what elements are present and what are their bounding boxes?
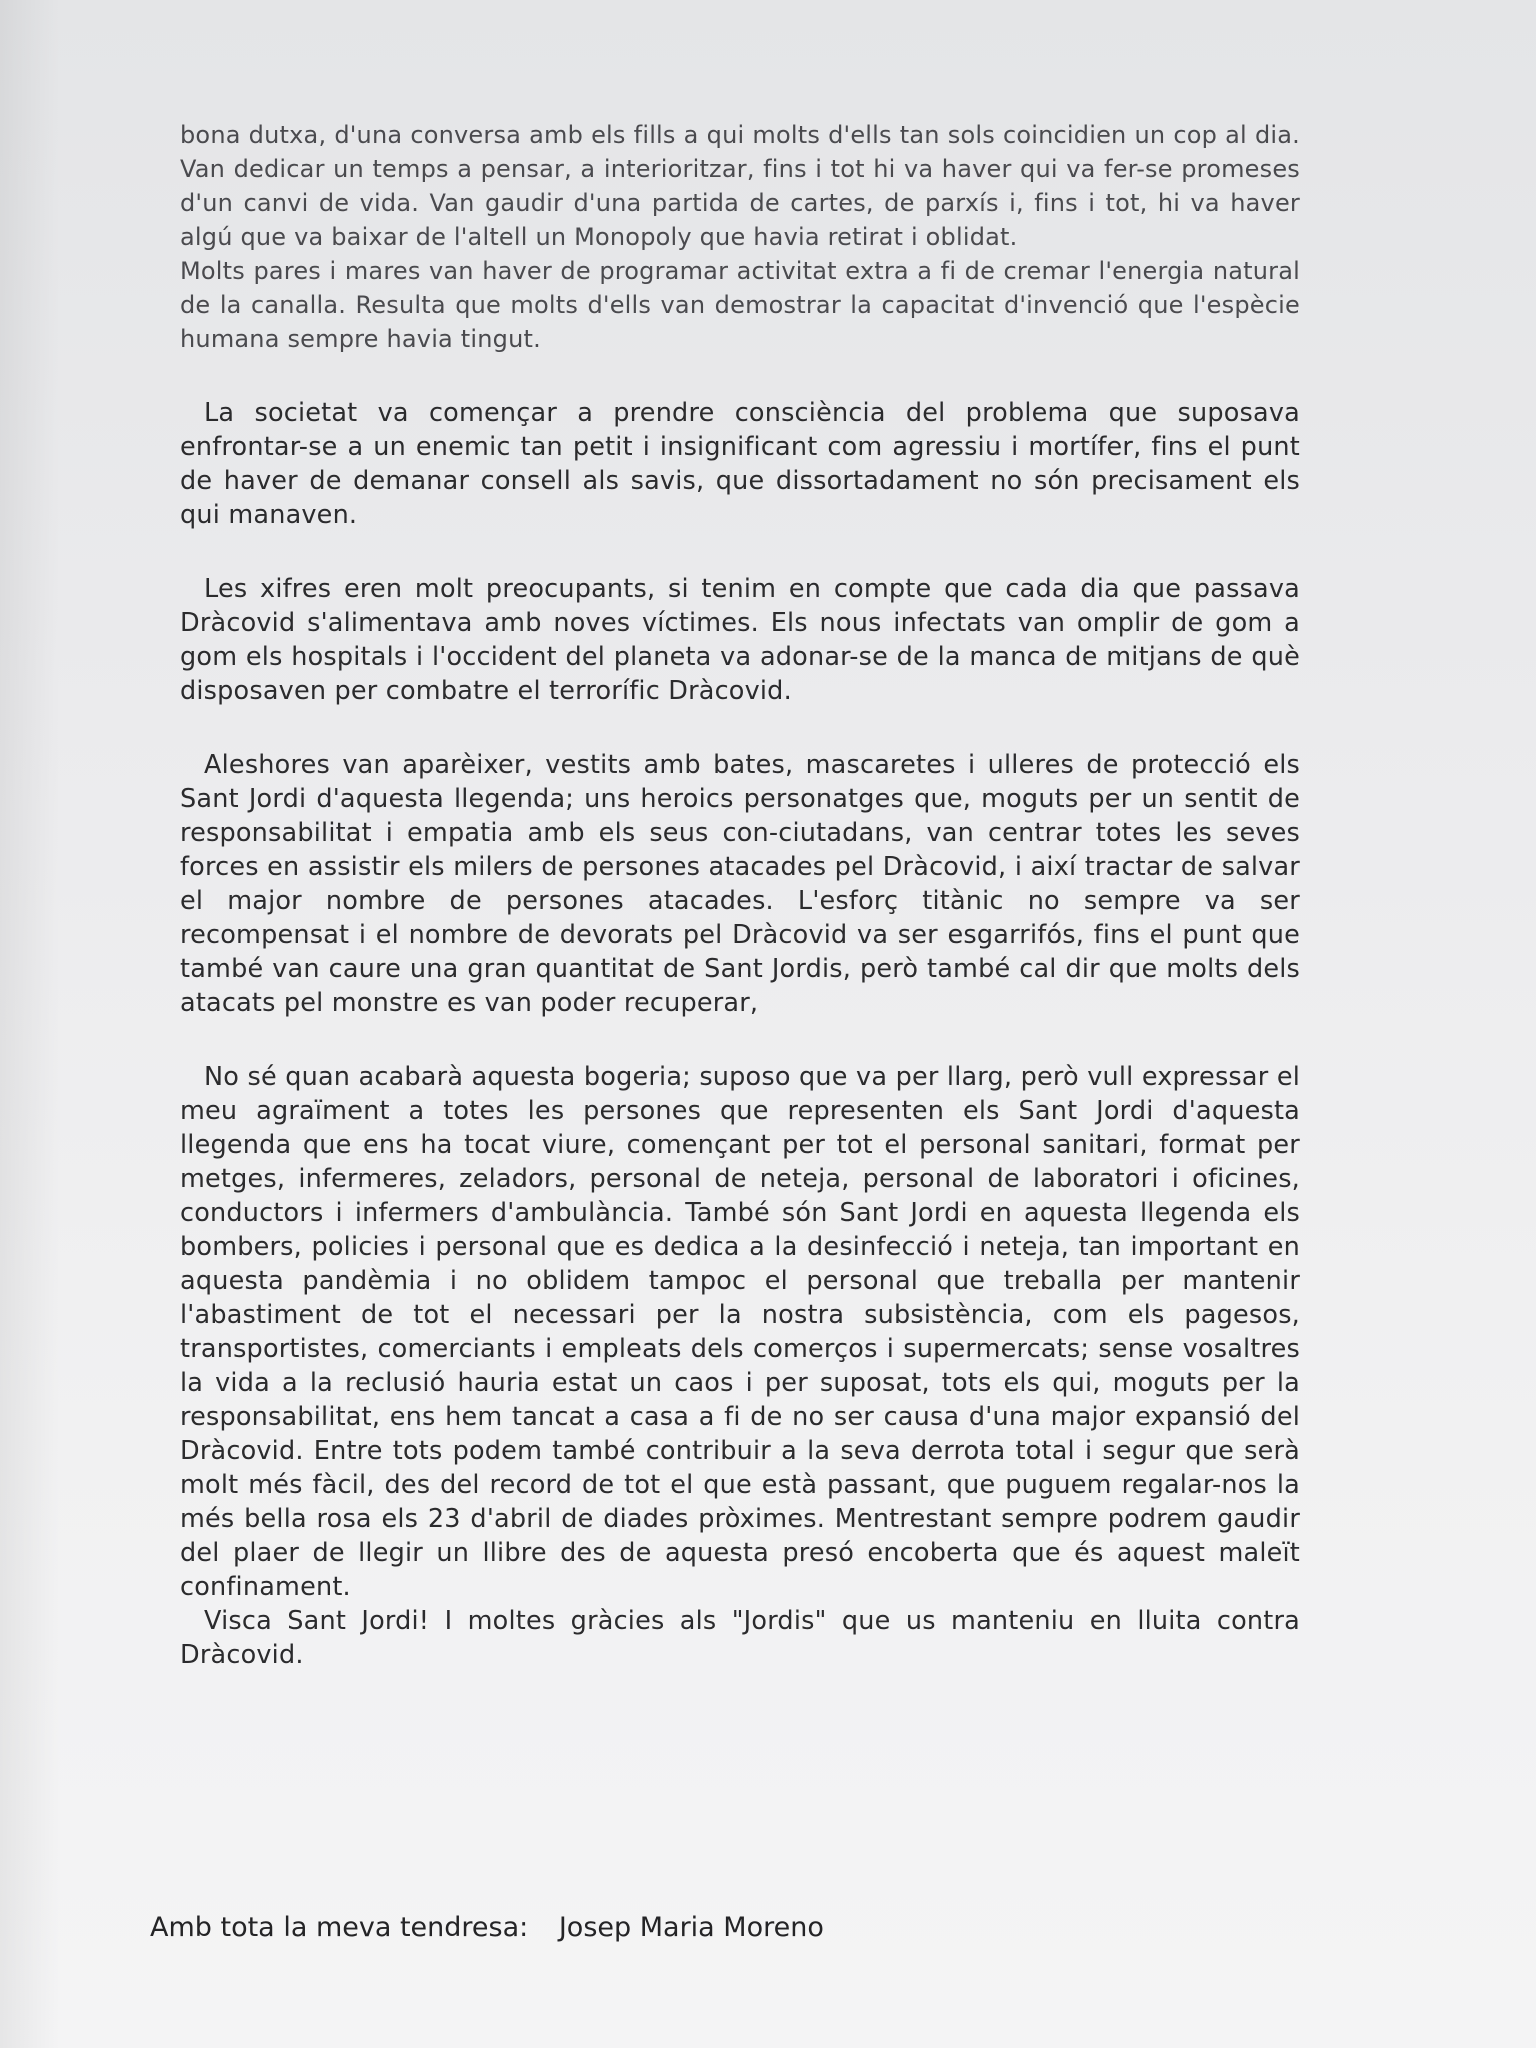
paragraph-7: Visca Sant Jordi! I moltes gràcies als "Jordis" que us manteniu en lluita contra Dràcovid. [180,1606,1300,1670]
signature-line [150,1912,824,1943]
document-body [180,118,1300,1672]
paragraph-3: La societat va començar a prendre consciència del problema que suposava enfrontar-se a un enemic tan petit i insignificant com agressiu i mortífer, fins el punt de haver de demanar consell als savis, que dissortadament no són precisament els qui manaven. [180,398,1300,530]
paragraph-2: Molts pares i mares van haver de programar activitat extra a fi de cremar l'energia natural de la canalla. Resulta que molts d'ells van demostrar la capacitat d'invenció que l'espècie humana sempre havia tingut. [180,257,1300,353]
signature-label: Amb tota la meva tendresa: [150,1912,529,1943]
paragraph-6: No sé quan acabarà aquesta bogeria; suposo que va per llarg, però vull expressar el meu agraïment a totes les persones que representen els Sant Jordi d'aquesta llegenda que ens ha tocat viure, començant per tot el personal sanitari, format per metges, infermeres, zeladors, personal de neteja, personal de laboratori i oficines, conductors i infermers d'ambulància. També són Sant Jordi en aquesta llegenda els bombers, policies i personal que es dedica a la desinfecció i neteja, tan important en aquesta pandèmia i no oblidem tampoc el personal que treballa per mantenir l'abastiment de tot el necessari per la nostra subsistència, com els pagesos, transportistes, comerciants i empleats dels comerços i supermercats; sense vosaltres la vida a la reclusió hauria estat un caos i per suposat, tots els qui, moguts per la responsabilitat, ens hem tancat a casa a fi de no ser causa d'una major expansió del Dràcovid. Entre tots podem també contribuir a la seva derrota total i segur que serà molt més fàcil, des del record de tot el que està passant, que puguem regalar-nos la més bella rosa els 23 d'abril de diades pròximes. Mentrestant sempre podrem gaudir del plaer de llegir un llibre des de aquesta presó encoberta que és aquest maleït confinament. [180,1062,1300,1602]
page-edge-shadow [0,0,60,2048]
paragraph-4: Les xifres eren molt preocupants, si tenim en compte que cada dia que passava Dràcovid s'alimentava amb noves víctimes. Els nous infectats van omplir de gom a gom els hospitals i l'occident del planeta va adonar-se de la manca de mitjans de què disposaven per combatre el terrorífic Dràcovid. [180,574,1300,706]
paragraph-gap [180,708,1300,748]
paragraph-gap [180,532,1300,572]
signature-name: Josep Maria Moreno [558,1912,824,1943]
paragraph-1: bona dutxa, d'una conversa amb els fills a qui molts d'ells tan sols coincidien un cop al dia. Van dedicar un temps a pensar, a interioritzar, fins i tot hi va haver qui va fer-se promeses d'un canvi de vida. Van gaudir d'una partida de cartes, de parxís i, fins i tot, hi va haver algú que va baixar de l'altell un Monopoly que havia retirat i oblidat. [180,121,1300,251]
paragraph-gap [180,1020,1300,1060]
paragraph-gap [180,356,1300,396]
paragraph-5: Aleshores van aparèixer, vestits amb bates, mascaretes i ulleres de protecció els Sant Jordi d'aquesta llegenda; uns heroics personatges que, moguts per un sentit de responsabilitat i empatia amb els seus con-ciutadans, van centrar totes les seves forces en assistir els milers de persones atacades pel Dràcovid, i així tractar de salvar el major nombre de persones atacades. L'esforç titànic no sempre va ser recompensat i el nombre de devorats pel Dràcovid va ser esgarrifós, fins el punt que també van caure una gran quantitat de Sant Jordis, però també cal dir que molts dels atacats pel monstre es van poder recuperar, [180,750,1300,1018]
